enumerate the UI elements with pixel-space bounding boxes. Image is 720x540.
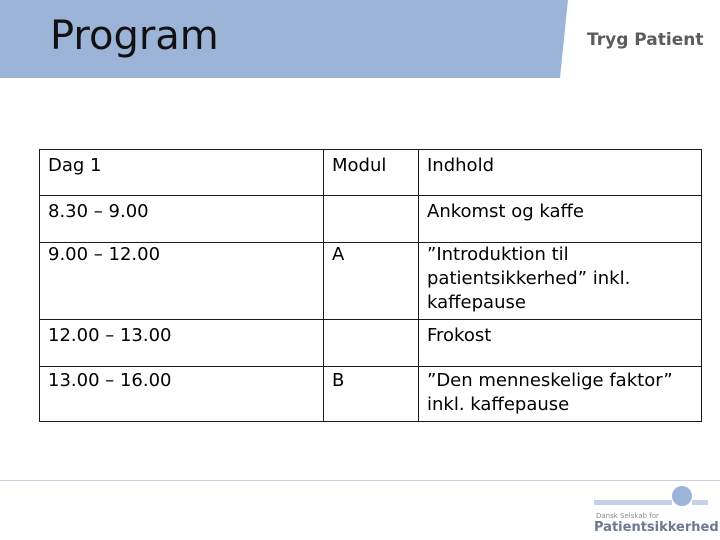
logo-name: Patientsikkerhed [594,520,719,535]
table-header-row [40,150,702,196]
logo-small-text: Dansk Selskab for [596,512,659,520]
header-cell-module: Modul [324,150,419,196]
content-cell: ”Den menneskelige faktor” inkl. kaffepause [419,367,702,422]
header-cell-day: Dag 1 [40,150,324,196]
header-cell-content: Indhold [419,150,702,196]
time-cell: 12.00 – 13.00 [40,320,324,367]
footer-divider [0,480,720,481]
table-row [40,320,702,367]
program-table [39,149,702,422]
table-row [40,196,702,243]
table-row [40,243,702,320]
module-cell [324,320,419,367]
brand-name: Tryg Patient [587,30,704,50]
content-cell: Frokost [419,320,702,367]
module-cell: A [324,243,419,320]
content-cell: ”Introduktion til patientsikkerhed” inkl. kaffepause [419,243,702,320]
time-cell: 13.00 – 16.00 [40,367,324,422]
content-cell: Ankomst og kaffe [419,196,702,243]
page-title: Program [50,13,219,59]
time-cell: 9.00 – 12.00 [40,243,324,320]
time-cell: 8.30 – 9.00 [40,196,324,243]
module-cell: B [324,367,419,422]
table-row [40,367,702,422]
module-cell [324,196,419,243]
